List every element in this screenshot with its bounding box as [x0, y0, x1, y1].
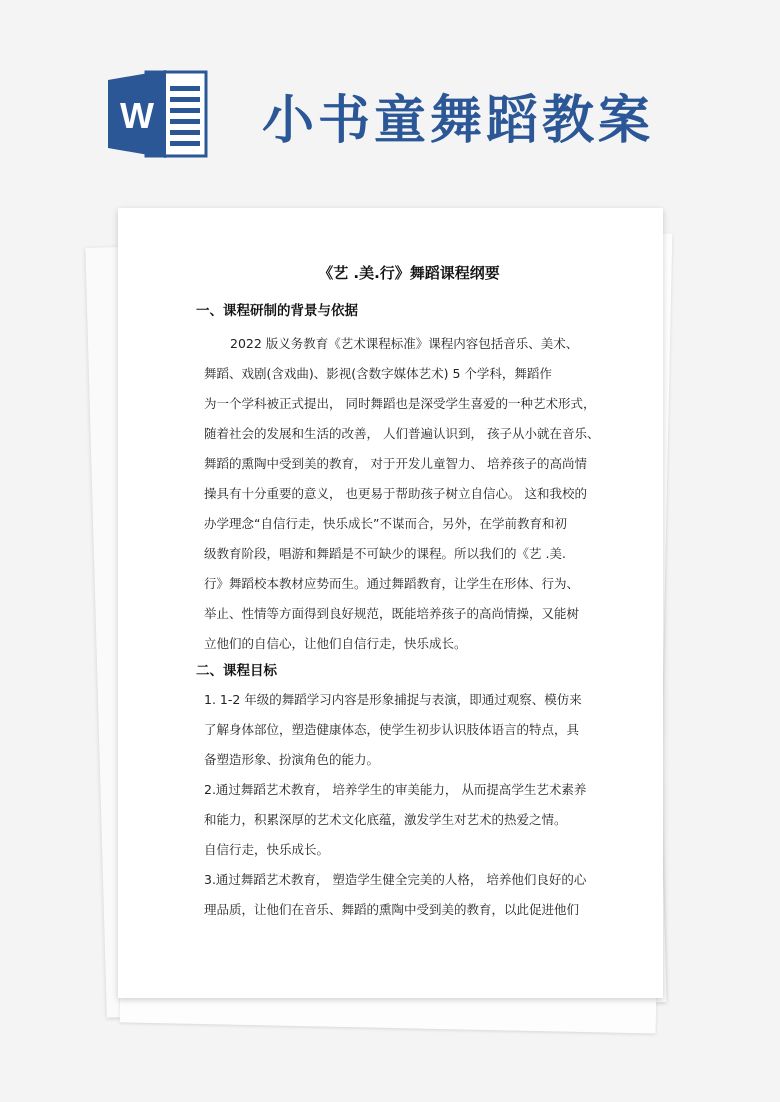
paragraph-line: 立他们的自信心，让他们自信行走，快乐成长。 [204, 636, 467, 651]
section-heading: 二、课程目标 [196, 663, 277, 679]
section-heading: 一、课程研制的背景与依据 [196, 303, 358, 319]
paragraph-line: 理品质，让他们在音乐、舞蹈的熏陶中受到美的教育，以此促进他们 [204, 902, 580, 917]
paragraph-line: 了解身体部位，塑造健康体态，使学生初步认识肢体语言的特点，具 [204, 722, 580, 737]
paragraph-line: 1. 1-2 年级的舞蹈学习内容是形象捕捉与表演，即通过观察、模仿来 [204, 692, 582, 707]
word-icon-letter: W [120, 95, 154, 136]
paragraph-line: 级教育阶段，唱游和舞蹈是不可缺少的课程。所以我们的《艺 .美. [204, 546, 566, 561]
paragraph-line: 3.通过舞蹈艺术教育， 塑造学生健全完美的人格， 培养他们良好的心 [204, 872, 587, 887]
section-1-body [204, 329, 614, 659]
paragraph-line: 为一个学科被正式提出， 同时舞蹈也是深受学生喜爱的一种艺术形式， [204, 396, 596, 411]
paragraph-line: 和能力，积累深厚的艺术文化底蕴，激发学生对艺术的热爱之情。 [204, 812, 567, 827]
document-page [118, 208, 663, 998]
banner [0, 0, 780, 200]
paragraph-line: 备塑造形象、扮演角色的能力。 [204, 752, 380, 767]
word-document-icon [108, 70, 208, 158]
paragraph-line: 舞蹈的熏陶中受到美的教育， 对于开发儿童智力、 培养孩子的高尚情 [204, 456, 587, 471]
section-2-body [204, 685, 614, 925]
document-title: 《艺 .美.行》舞蹈课程纲要 [318, 264, 500, 282]
paragraph-line: 操具有十分重要的意义， 也更易于帮助孩子树立自信心。 这和我校的 [204, 486, 587, 501]
paragraph-line: 舞蹈、戏剧(含戏曲)、影视(含数字媒体艺术) 5 个学科，舞蹈作 [204, 366, 552, 381]
paragraph-line: 行》舞蹈校本教材应势而生。通过舞蹈教育，让学生在形体、行为、 [204, 576, 580, 591]
paragraph-line: 2.通过舞蹈艺术教育， 培养学生的审美能力， 从而提高学生艺术素养 [204, 782, 587, 797]
document-body [196, 262, 614, 925]
paragraph-line: 举止、性情等方面得到良好规范，既能培养孩子的高尚情操，又能树 [204, 606, 580, 621]
paragraph-line: 2022 版义务教育《艺术课程标准》课程内容包括音乐、美术、 [230, 336, 579, 351]
paragraph-line: 自信行走，快乐成长。 [204, 842, 330, 857]
paragraph-line: 随着社会的发展和生活的改善， 人们普遍认识到， 孩子从小就在音乐、 [204, 426, 600, 441]
paragraph-line: 办学理念“自信行走，快乐成长”不谋而合，另外，在学前教育和初 [204, 516, 567, 531]
banner-title: 小书童舞蹈教案 [262, 90, 655, 151]
